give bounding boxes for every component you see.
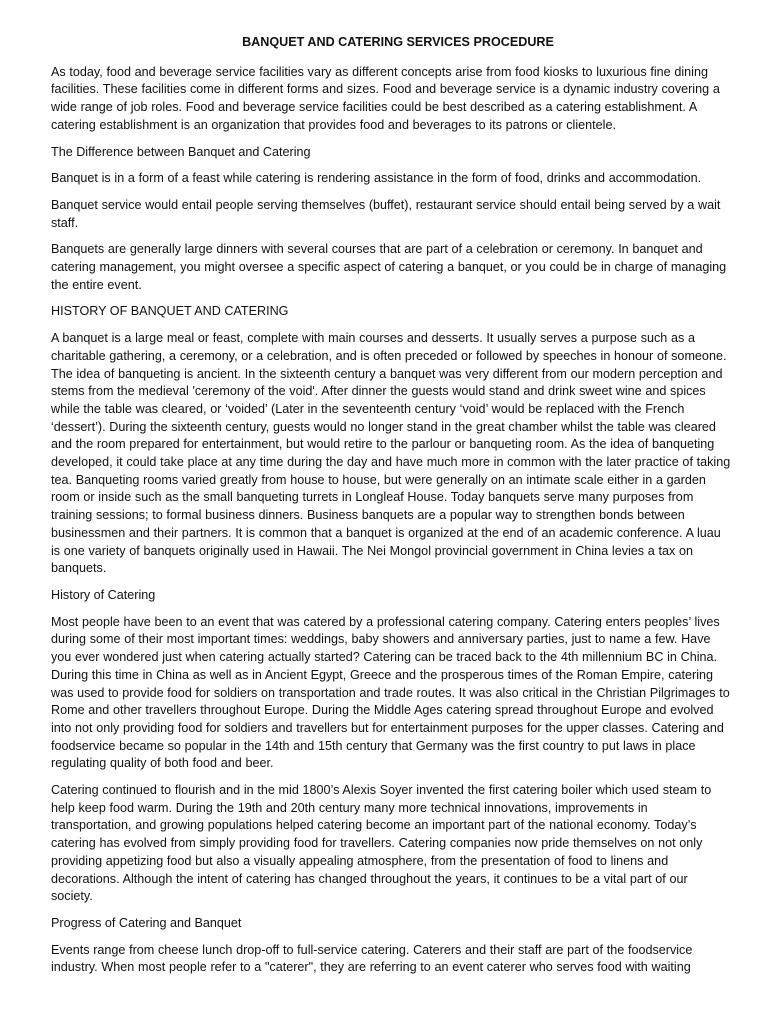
progress-paragraph-1: Events range from cheese lunch drop-off to full-service catering. Caterers and their staff are part of the foodservice industry. When most people refer to a "caterer", they are referring to an event caterer who serves food with waiting <box>51 942 693 975</box>
section-heading-progress: Progress of Catering and Banquet <box>51 915 242 930</box>
difference-paragraph-3: Banquets are generally large dinners with several courses that are part of a celebration or ceremony. In banquet and catering management, you might oversee a specific aspect of catering a banquet, or you could be in charge of managing the entire event. <box>51 242 727 292</box>
history-banquet-paragraph: A banquet is a large meal or feast, complete with main courses and desserts. It usually serves a purpose such as a charitable gathering, a ceremony, or a celebration, and is often preceded or followed by speeches in honour of someone. The idea of banqueting is ancient. In the sixteenth century a banquet was very different from our modern perception and stems from the medieval 'ceremony of the void'. After dinner the guests would stand and drink sweet wine and spices while the table was cleared, or ‘voided’ (Later in the seventeenth century ‘void’ would be replaced with the French ‘dessert’). During the sixteenth century, guests would no longer stand in the great chamber whilst the table was cleared and the room prepared for entertainment, but would retire to the parlour or banqueting room. As the idea of banqueting developed, it could take place at any time during the day and have much more in common with the later practice of taking tea. Banqueting rooms varied greatly from house to house, but were generally on an intimate scale either in a garden room or inside such as the small banqueting turrets in Longleaf House. Today banquets serve many purposes from training sessions; to formal business dinners. Business banquets are a popular way to strengthen bonds between businessmen and their partners. It is common that a banquet is organized at the end of an academic conference. A luau is one variety of banquets originally used in Hawaii. The Nei Mongol provincial government in China levies a tax on banquets. <box>51 331 731 576</box>
difference-paragraph-2: Banquet service would entail people serving themselves (buffet), restaurant service should entail being served by a wait staff. <box>51 197 721 230</box>
history-catering-paragraph-2: Catering continued to flourish and in the mid 1800’s Alexis Soyer invented the first catering boiler which used steam to help keep food warm. During the 19th and 20th century many more technical innovations, improvements in transportation, and growing populations helped catering become an important part of the national economy. Today’s catering has evolved from simply providing food for travellers. Catering companies now pride themselves on not only providing appetizing food but also a visually appealing atmosphere, from the presentation of food to linens and decorations. Although the intent of catering has changed throughout the years, it continues to be a vital part of our society. <box>51 783 712 904</box>
difference-paragraph-1: Banquet is in a form of a feast while catering is rendering assistance in the form of food, drinks and accommodation. <box>51 171 702 186</box>
intro-paragraph: As today, food and beverage service facilities vary as different concepts arise from food kiosks to luxurious fine dining facilities. These facilities come in different forms and sizes. Food and beverage service is a dynamic industry covering a wide range of job roles. Food and beverage service facilities could be best described as a catering establishment. A catering establishment is an organization that provides food and beverages to its patrons or clientele. <box>51 64 720 132</box>
document-title: BANQUET AND CATERING SERVICES PROCEDURE <box>242 35 554 49</box>
history-catering-paragraph-1: Most people have been to an event that was catered by a professional catering company. Catering enters peoples’ lives during some of their most important times: weddings, baby showers and anniversary parties, just to name a few. Have you ever wondered just when catering actually started? Catering can be traced back to the 4th millennium BC in China. During this time in China as well as in Ancient Egypt, Greece and the prosperous times of the Roman Empire, catering was used to provide food for soldiers on transportation and trade routes. It was also critical in the Christian Pilgrimages to Rome and other travellers throughout Europe. During the Middle Ages catering spread throughout Europe and evolved into not only providing food for soldiers and travellers but for entertainment purposes for the upper classes. Catering and foodservice became so popular in the 14th and 15th century that Germany was the first country to put laws in place regulating quality of both food and beer. <box>51 614 730 771</box>
section-heading-difference: The Difference between Banquet and Catering <box>51 144 311 159</box>
section-heading-history-banquet-catering: HISTORY OF BANQUET AND CATERING <box>51 304 289 319</box>
document-page <box>51 34 731 986</box>
section-heading-history-catering: History of Catering <box>51 587 156 602</box>
